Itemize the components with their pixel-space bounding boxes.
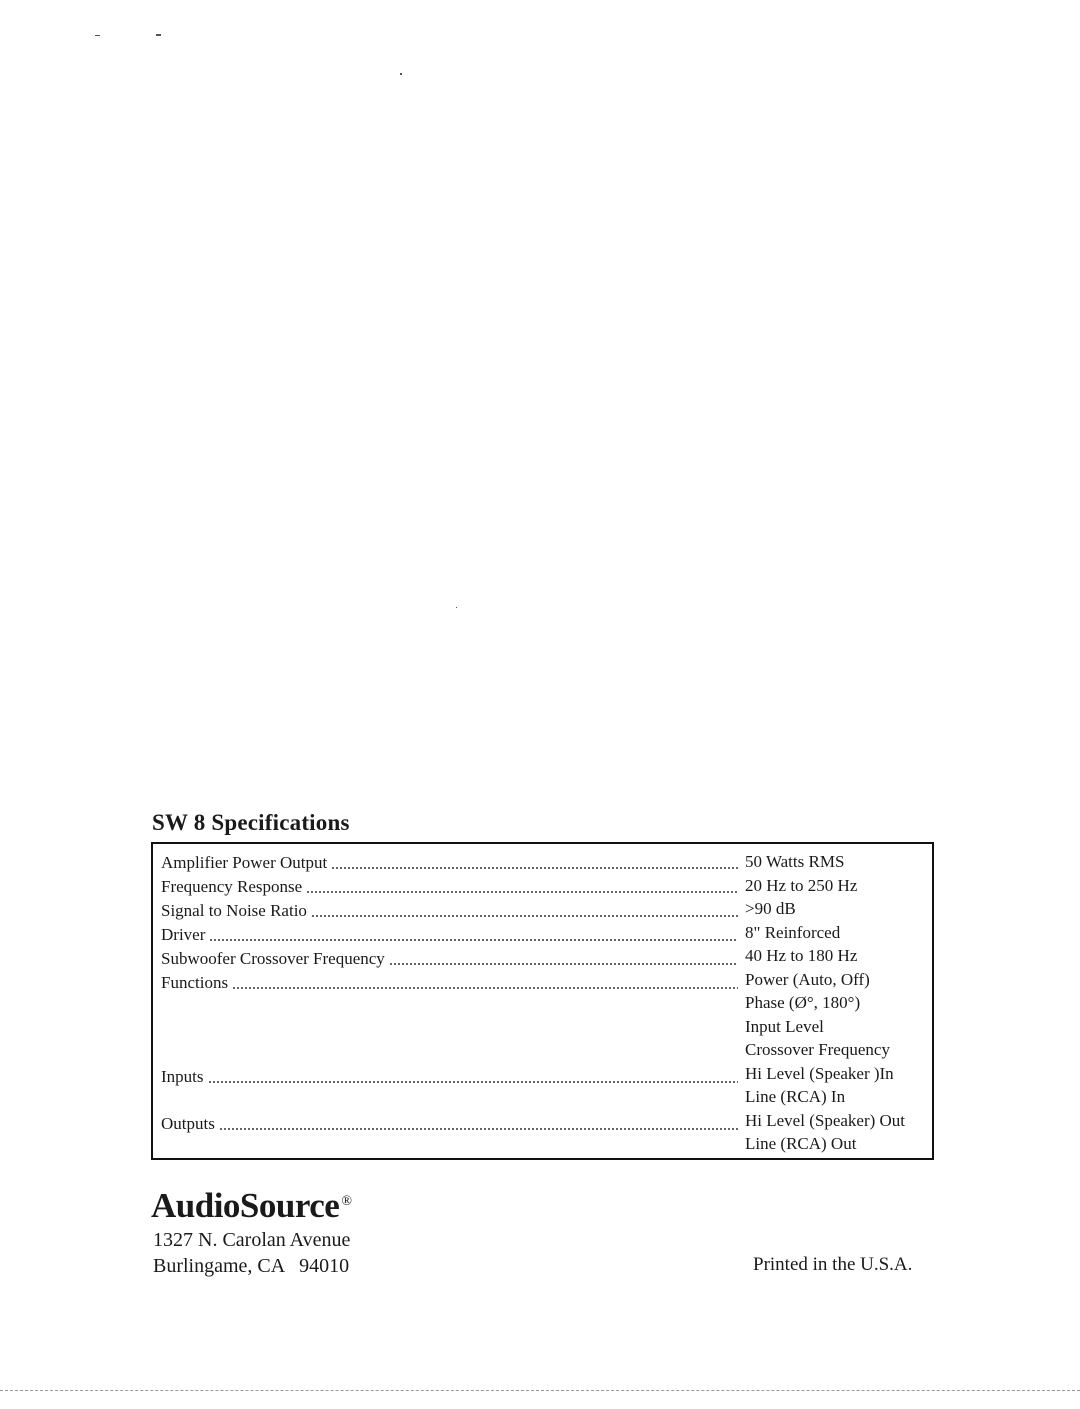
dot-leader: [306, 891, 738, 893]
spec-value: 20 Hz to 250 Hz: [745, 876, 858, 895]
spec-heading: SW 8 Specifications: [152, 810, 350, 835]
spec-label: Inputs: [161, 1067, 204, 1086]
dot-leader: [209, 939, 738, 941]
dot-leader: [208, 1081, 739, 1083]
spec-value: Crossover Frequency: [745, 1040, 890, 1059]
dot-leader: [311, 915, 738, 917]
scan-speck: [156, 34, 161, 36]
spec-label: Driver: [161, 925, 206, 944]
scan-speck: [95, 35, 100, 36]
spec-value: 50 Watts RMS: [745, 852, 845, 871]
spec-value: Hi Level (Speaker) Out: [745, 1111, 906, 1130]
brand-name: AudioSource: [151, 1186, 340, 1225]
dot-leader: [331, 867, 738, 869]
dot-leader: [389, 963, 738, 965]
spec-value: Power (Auto, Off): [745, 970, 870, 989]
spec-label: Amplifier Power Output: [161, 853, 328, 872]
spec-row: [161, 851, 738, 874]
spec-row: [161, 947, 738, 970]
address-line-2: Burlingame, CA 94010: [153, 1255, 350, 1277]
spec-label: Frequency Response: [161, 877, 303, 896]
scan-speck: [400, 73, 402, 75]
spec-label: Outputs: [161, 1114, 215, 1133]
registered-mark: ®: [341, 1194, 352, 1209]
spec-row: [161, 1065, 738, 1088]
spec-value: Input Level: [745, 1017, 824, 1036]
spec-value: 40 Hz to 180 Hz: [745, 946, 858, 965]
spec-label: Functions: [161, 973, 229, 992]
spec-row: [161, 923, 738, 946]
spec-value: Hi Level (Speaker )In: [745, 1064, 894, 1083]
spec-row: [161, 875, 738, 898]
spec-row: [161, 971, 738, 994]
scan-speck: [456, 607, 457, 608]
brand-logo: [151, 1186, 351, 1226]
spec-value: >90 dB: [745, 899, 796, 918]
spec-row: [161, 1112, 738, 1135]
address-line-1: 1327 N. Carolan Avenue: [153, 1229, 351, 1251]
spec-value: Phase (Ø°, 180°): [745, 993, 861, 1012]
spec-label: Subwoofer Crossover Frequency: [161, 949, 385, 968]
spec-row: [161, 899, 738, 922]
spec-label: Signal to Noise Ratio: [161, 901, 307, 920]
spec-value: 8" Reinforced: [745, 923, 841, 942]
dot-leader: [232, 987, 738, 989]
printed-in-notice: Printed in the U.S.A.: [753, 1254, 913, 1275]
spec-table: [151, 842, 934, 1160]
spec-value: Line (RCA) Out: [745, 1134, 857, 1153]
dot-leader: [219, 1128, 738, 1130]
scan-edge-line: [0, 1390, 1080, 1391]
spec-value: Line (RCA) In: [745, 1087, 846, 1106]
